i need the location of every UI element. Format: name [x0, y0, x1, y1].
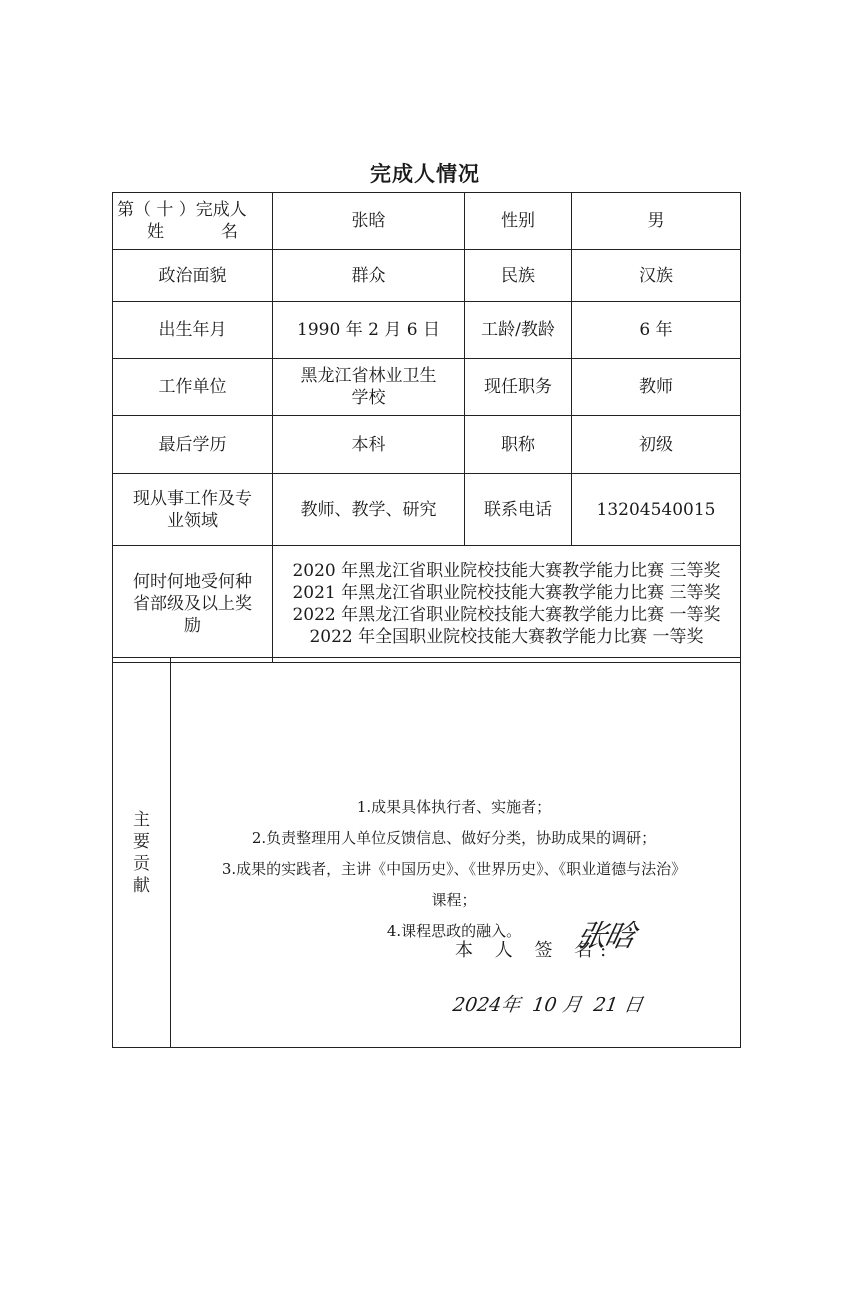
contribution-table — [112, 657, 741, 1048]
phone-label: 联系电话 — [465, 474, 572, 546]
name-value: 张晗 — [273, 193, 465, 250]
contribution-item: 2.负责整理用人单位反馈信息、做好分类，协助成果的调研； — [251, 829, 657, 847]
education-label: 最后学历 — [113, 416, 273, 474]
date-month: 10 月 — [530, 994, 584, 1016]
ethnicity-label: 民族 — [465, 250, 572, 302]
awards-label: 何时何地受何种省部级及以上奖励 — [113, 546, 273, 663]
contribution-item: 课程； — [431, 891, 477, 909]
seniority-label: 工龄/教龄 — [465, 302, 572, 359]
page-title: 完成人情况 — [370, 162, 480, 186]
ethnicity-value: 汉族 — [572, 250, 741, 302]
contribution-item: 4.课程思政的融入。 — [386, 922, 522, 940]
award-item: 2021 年黑龙江省职业院校技能大赛教学能力比赛 三等奖 — [292, 583, 721, 603]
contribution-item: 3.成果的实践者，主讲《中国历史》、《世界历史》、《职业道德与法治》 — [221, 860, 687, 878]
contribution-label-char: 要 — [133, 831, 150, 852]
education-value: 本科 — [273, 416, 465, 474]
name-label-line2: 姓名 — [147, 222, 238, 242]
title-rank-label: 职称 — [465, 416, 572, 474]
contribution-label — [113, 658, 171, 1048]
date-day: 21 日 — [592, 994, 645, 1016]
date-year: 2024年 — [451, 994, 522, 1016]
birth-label: 出生年月 — [113, 302, 273, 359]
signature-date — [451, 994, 650, 1016]
politics-label: 政治面貌 — [113, 250, 273, 302]
birth-value: 1990 年 2 月 6 日 — [273, 302, 465, 359]
contribution-label-char: 贡 — [133, 853, 150, 874]
info-table — [112, 192, 741, 663]
phone-value: 13204540015 — [572, 474, 741, 546]
title-rank-value: 初级 — [572, 416, 741, 474]
award-item: 2022 年黑龙江省职业院校技能大赛教学能力比赛 一等奖 — [292, 605, 721, 625]
award-item: 2022 年全国职业院校技能大赛教学能力比赛 一等奖 — [309, 627, 704, 647]
awards-list — [273, 546, 741, 663]
contribution-label-char: 主 — [133, 809, 150, 830]
gender-value: 男 — [572, 193, 741, 250]
field-label: 现从事工作及专业领域 — [113, 474, 273, 546]
contribution-item: 1.成果具体执行者、实施者； — [356, 798, 552, 816]
contribution-content — [171, 658, 741, 1048]
name-label-line1: 第（ 十 ）完成人 — [117, 200, 247, 220]
employer-label: 工作单位 — [113, 359, 273, 416]
position-value: 教师 — [572, 359, 741, 416]
seniority-value: 6 年 — [572, 302, 741, 359]
handwritten-signature: 张晗 — [573, 919, 637, 954]
employer-value: 黑龙江省林业卫生学校 — [273, 359, 465, 416]
politics-value: 群众 — [273, 250, 465, 302]
contribution-label-char: 献 — [133, 875, 150, 896]
award-item: 2020 年黑龙江省职业院校技能大赛教学能力比赛 三等奖 — [292, 561, 721, 581]
gender-label: 性别 — [465, 193, 572, 250]
signature-label: 本 人 签 名: — [455, 940, 615, 961]
position-label: 现任职务 — [465, 359, 572, 416]
name-label-cell — [113, 193, 273, 250]
field-value: 教师、教学、研究 — [273, 474, 465, 546]
